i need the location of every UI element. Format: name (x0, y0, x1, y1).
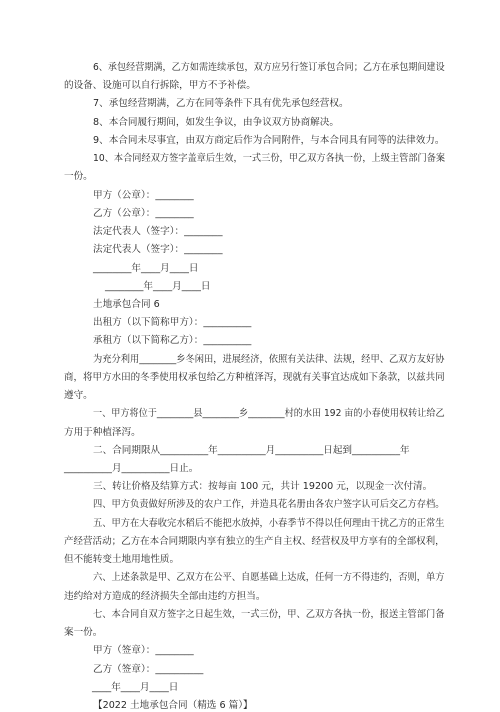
text-line: 8、本合同履行期间，如发生争议，由争议双方协商解决。 (93, 117, 339, 128)
party-line: 承租方（以下简称乙方）：__________ (93, 335, 252, 346)
section-title: 土地承包合同 6 (93, 299, 160, 310)
text-line: 四、甲方负责做好所涉及的农户工作，并造具花名册由各农户签字认可后交乙方存档。 (93, 499, 445, 510)
text-line: 但不能转变土地用地性质。 (64, 554, 180, 565)
text-line: 的设备、设施可以自行拆除，甲方不予补偿。 (64, 80, 256, 91)
text-line: 一份。 (64, 171, 93, 182)
text-line: 六、上述条款是甲、乙双方在公平、自愿基础上达成，任何一方不得违约，否则，单方 (93, 572, 445, 583)
signature-line: 法定代表人（签字）：________ (93, 226, 223, 237)
text-line: 6、承包经营期满，乙方如需连续承包，双方应另行签订承包合同；乙方在承包期间建设 (93, 62, 445, 73)
text-line: 一、甲方将位于________县________乡________村的水田 192 亩的小春使用权转让给乙 (93, 408, 445, 419)
text-line: 五、甲方在大春收完水稻后不能把水放掉，小春季节不得以任何理由干扰乙方的正常生 (93, 518, 445, 529)
text-line: 方用于种植泽泻。 (64, 427, 141, 438)
text-line: 七、本合同自双方签字之日起生效，一式三份，甲、乙双方各执一份，报送主管部门备 (93, 609, 445, 620)
signature-line: 甲方（签章）：________ (93, 645, 194, 656)
text-line: 7、承包经营期满，乙方在同等条件下具有优先承包经营权。 (93, 98, 349, 109)
date-line: ____年____月____日 (92, 682, 179, 693)
text-line: 三、转让价格及结算方式：按每亩 100 元，共计 19200 元，以现金一次付清。 (93, 481, 433, 492)
signature-line: 乙方（公章）：________ (93, 208, 194, 219)
date-line: ________年____月____日 (105, 281, 211, 292)
text-line: 9、本合同未尽事宜，由双方商定后作为合同附件，与本合同具有同等的法律效力。 (93, 135, 445, 146)
date-line: ________年____月____日 (93, 263, 199, 274)
signature-line: 乙方（签章）：__________ (93, 664, 204, 675)
text-line: 案一份。 (64, 627, 103, 638)
text-line: 为充分利用________乡冬闲田，进展经济，依照有关法律、法规，经甲、乙双方友好协 (93, 354, 445, 365)
text-line: 遵守。 (64, 390, 93, 401)
text-line: 违约给对方造成的经济损失全部由违约方担当。 (64, 591, 266, 602)
text-line: 10、本合同经双方签字盖章后生效，一式三份，甲乙双方各执一份，上级主管部门备案 (93, 153, 446, 164)
text-line: __________月__________日止。 (64, 463, 199, 474)
text-line: 二、合同期限从__________年__________月__________日起到__________年 (93, 445, 410, 456)
doc-caption: 【2022 土地承包合同（精选 6 篇）】 (93, 700, 253, 711)
signature-line: 法定代表人（签字）：________ (93, 244, 223, 255)
text-line: 产经营活动；乙方在本合同期限内享有独立的生产自主权、经营权及甲方享有的全部权利， (64, 536, 445, 547)
text-line: 商，将甲方水田的冬季使用权承包给乙方种植泽泻，现就有关事宜达成如下条款，以兹共同 (64, 372, 445, 383)
signature-line: 甲方（公章）：________ (93, 190, 194, 201)
party-line: 出租方（以下简称甲方）：__________ (93, 317, 252, 328)
